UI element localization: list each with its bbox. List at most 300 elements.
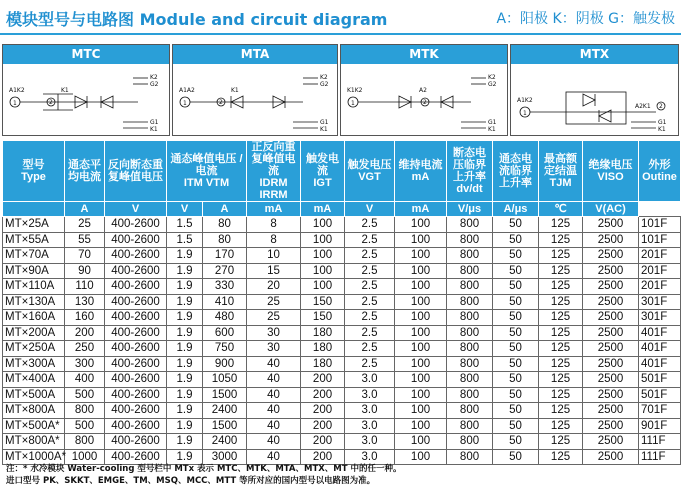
table-cell: 2500	[583, 403, 639, 419]
table-row	[3, 232, 681, 248]
table-cell: 2.5	[345, 263, 395, 279]
unit-cell: V/μs	[447, 202, 493, 217]
table-cell: 800	[447, 294, 493, 310]
type-cell: MT×300A	[3, 356, 65, 372]
table-cell: 200	[301, 418, 345, 434]
footnotes	[6, 463, 402, 487]
table-cell: 1.9	[167, 325, 203, 341]
table-cell: 130	[65, 294, 105, 310]
table-cell: 125	[539, 232, 583, 248]
table-cell: 2.5	[345, 217, 395, 233]
svg-text:K2: K2	[150, 74, 158, 81]
table-cell: 400-2600	[105, 418, 167, 434]
table-cell: 500	[65, 387, 105, 403]
pin-label: A1K2	[9, 87, 25, 94]
circuit-mtc-schematic	[3, 64, 169, 136]
svg-text:K1: K1	[61, 87, 69, 94]
table-cell: 2.5	[345, 279, 395, 295]
svg-text:K1K2: K1K2	[347, 87, 363, 94]
table-cell: 1050	[203, 372, 247, 388]
table-cell: 800	[447, 279, 493, 295]
table-cell: 50	[493, 232, 539, 248]
table-cell: 3.0	[345, 418, 395, 434]
table-cell: 100	[301, 279, 345, 295]
table-cell: 800	[447, 387, 493, 403]
table-cell: 125	[539, 263, 583, 279]
table-cell: 50	[493, 372, 539, 388]
table-cell: 100	[395, 449, 447, 465]
table-cell: 1.9	[167, 341, 203, 357]
table-cell: 2500	[583, 434, 639, 450]
table-cell: 100	[395, 403, 447, 419]
table-cell: 201F	[639, 248, 681, 264]
table-cell: 100	[395, 232, 447, 248]
col-header-vtm: 通态峰值电压 / 电流 ITM VTM	[167, 141, 247, 202]
table-cell: 2500	[583, 449, 639, 465]
table-cell: 400-2600	[105, 403, 167, 419]
table-cell: 125	[539, 341, 583, 357]
table-cell: 1.9	[167, 263, 203, 279]
table-cell: 1.9	[167, 279, 203, 295]
table-cell: 2.5	[345, 356, 395, 372]
table-cell: 2500	[583, 356, 639, 372]
table-cell: 50	[493, 434, 539, 450]
svg-text:2: 2	[659, 103, 663, 110]
table-cell: 2500	[583, 248, 639, 264]
table-cell: 401F	[639, 325, 681, 341]
table-cell: 500	[65, 418, 105, 434]
table-cell: 2400	[203, 403, 247, 419]
table-cell: 501F	[639, 387, 681, 403]
table-cell: 15	[247, 263, 301, 279]
table-cell: 50	[493, 310, 539, 326]
table-cell: 2500	[583, 310, 639, 326]
unit-cell: A	[65, 202, 105, 217]
table-row	[3, 356, 681, 372]
table-row	[3, 294, 681, 310]
table-cell: 2.5	[345, 341, 395, 357]
table-cell: 200	[301, 434, 345, 450]
table-cell: 180	[301, 341, 345, 357]
unit-cell: V(AC)	[583, 202, 639, 217]
type-cell: MT×90A	[3, 263, 65, 279]
table-row	[3, 217, 681, 233]
table-cell: 3.0	[345, 387, 395, 403]
table-cell: 40	[247, 449, 301, 465]
table-cell: 55	[65, 232, 105, 248]
svg-text:K2: K2	[320, 74, 328, 81]
table-cell: 2.5	[345, 248, 395, 264]
table-cell: 400-2600	[105, 310, 167, 326]
table-cell: 750	[203, 341, 247, 357]
table-cell: 100	[395, 356, 447, 372]
table-cell: 1.9	[167, 372, 203, 388]
table-cell: 400-2600	[105, 341, 167, 357]
table-cell: 400-2600	[105, 294, 167, 310]
table-cell: 125	[539, 387, 583, 403]
table-cell: 2500	[583, 372, 639, 388]
table-cell: 25	[65, 217, 105, 233]
table-cell: 400-2600	[105, 449, 167, 465]
table-cell: 150	[301, 294, 345, 310]
table-cell: 50	[493, 263, 539, 279]
svg-text:A1A2: A1A2	[179, 87, 195, 94]
table-cell: 400-2600	[105, 279, 167, 295]
table-cell: 100	[301, 248, 345, 264]
table-cell: 125	[539, 372, 583, 388]
table-cell: 125	[539, 217, 583, 233]
table-cell: 40	[247, 434, 301, 450]
type-cell: MT×800A*	[3, 434, 65, 450]
table-cell: 20	[247, 279, 301, 295]
table-cell: 1.9	[167, 248, 203, 264]
table-cell: 400-2600	[105, 356, 167, 372]
table-row	[3, 418, 681, 434]
table-row	[3, 434, 681, 450]
unit-cell: V	[105, 202, 167, 217]
table-cell: 3.0	[345, 449, 395, 465]
unit-cell: V	[167, 202, 203, 217]
svg-text:2: 2	[49, 99, 53, 106]
unit-cell: A/μs	[493, 202, 539, 217]
table-cell: 800	[447, 403, 493, 419]
table-cell: 301F	[639, 294, 681, 310]
table-cell: 3000	[203, 449, 247, 465]
table-cell: 201F	[639, 279, 681, 295]
table-cell: 50	[493, 356, 539, 372]
table-cell: 125	[539, 449, 583, 465]
table-cell: 111F	[639, 434, 681, 450]
table-cell: 1000	[65, 449, 105, 465]
table-cell: 1.9	[167, 449, 203, 465]
table-cell: 2500	[583, 294, 639, 310]
table-cell: 100	[395, 310, 447, 326]
table-cell: 70	[65, 248, 105, 264]
svg-text:1: 1	[351, 100, 355, 107]
table-cell: 800	[447, 325, 493, 341]
table-cell: 800	[447, 356, 493, 372]
col-header-dvdt: 断态电压临界上升率 dv/dt	[447, 141, 493, 202]
col-header-didt: 通态电流临界上升率	[493, 141, 539, 202]
table-cell: 2.5	[345, 294, 395, 310]
col-header-outline: 外形 Outine	[639, 141, 681, 202]
table-row	[3, 325, 681, 341]
table-cell: 50	[493, 248, 539, 264]
table-cell: 401F	[639, 356, 681, 372]
table-cell: 600	[203, 325, 247, 341]
table-cell: 200	[301, 372, 345, 388]
svg-text:G1: G1	[150, 119, 159, 126]
table-cell: 50	[493, 418, 539, 434]
table-unit-row	[3, 202, 681, 217]
circuit-mtk-schematic	[341, 64, 507, 136]
footnote-2: 进口型号 PK、SKKT、EMGE、TM、MSQ、MCC、MTT 等所对应的国内型号以电路图为准。	[6, 476, 376, 486]
table-cell: 800	[447, 418, 493, 434]
table-cell: 2500	[583, 418, 639, 434]
table-cell: 800	[447, 310, 493, 326]
table-cell: 800	[447, 434, 493, 450]
table-cell: 410	[203, 294, 247, 310]
table-cell: 200	[65, 325, 105, 341]
table-row	[3, 372, 681, 388]
unit-cell: ℃	[539, 202, 583, 217]
table-cell: 400-2600	[105, 434, 167, 450]
table-cell: 80	[203, 232, 247, 248]
table-cell: 800	[65, 434, 105, 450]
col-header-ih: 维持电流 mA	[395, 141, 447, 202]
table-cell: 400-2600	[105, 387, 167, 403]
table-cell: 901F	[639, 418, 681, 434]
col-header-type: 型号 Type	[3, 141, 65, 202]
table-cell: 100	[395, 341, 447, 357]
unit-cell: mA	[395, 202, 447, 217]
table-cell: 250	[65, 341, 105, 357]
unit-cell: V	[345, 202, 395, 217]
table-row	[3, 341, 681, 357]
svg-text:K2: K2	[488, 74, 496, 81]
col-header-viso: 绝缘电压 VISO	[583, 141, 639, 202]
table-cell: 1.9	[167, 356, 203, 372]
table-cell: 125	[539, 325, 583, 341]
table-cell: 125	[539, 434, 583, 450]
table-cell: 100	[395, 279, 447, 295]
svg-text:K1: K1	[488, 126, 496, 133]
table-cell: 50	[493, 449, 539, 465]
title-bar	[0, 0, 681, 35]
unit-cell: A	[203, 202, 247, 217]
circuit-title: MTA	[173, 45, 337, 64]
svg-text:G1: G1	[320, 119, 329, 126]
table-row	[3, 310, 681, 326]
type-cell: MT×110A	[3, 279, 65, 295]
table-cell: 2500	[583, 232, 639, 248]
table-cell: 50	[493, 387, 539, 403]
table-cell: 1500	[203, 387, 247, 403]
table-cell: 25	[247, 294, 301, 310]
table-cell: 125	[539, 248, 583, 264]
table-cell: 3.0	[345, 434, 395, 450]
table-cell: 800	[447, 372, 493, 388]
type-cell: MT×200A	[3, 325, 65, 341]
col-header-itav: 通态平均电流	[65, 141, 105, 202]
svg-text:K1: K1	[658, 126, 666, 133]
table-cell: 800	[447, 217, 493, 233]
table-cell: 400-2600	[105, 372, 167, 388]
table-cell: 100	[395, 217, 447, 233]
table-cell: 2400	[203, 434, 247, 450]
type-cell: MT×250A	[3, 341, 65, 357]
table-cell: 100	[395, 434, 447, 450]
table-cell: 100	[395, 294, 447, 310]
circuit-title: MTC	[3, 45, 169, 64]
table-cell: 200	[301, 449, 345, 465]
type-cell: MT×130A	[3, 294, 65, 310]
type-cell: MT×800A	[3, 403, 65, 419]
table-cell: 400-2600	[105, 325, 167, 341]
table-cell: 1.5	[167, 217, 203, 233]
table-cell: 800	[447, 232, 493, 248]
table-cell: 80	[203, 217, 247, 233]
table-cell: 50	[493, 325, 539, 341]
svg-text:K1: K1	[150, 126, 158, 133]
table-cell: 110	[65, 279, 105, 295]
table-cell: 800	[447, 248, 493, 264]
table-cell: 800	[447, 263, 493, 279]
table-cell: 30	[247, 325, 301, 341]
table-cell: 125	[539, 418, 583, 434]
type-cell: MT×70A	[3, 248, 65, 264]
table-cell: 50	[493, 279, 539, 295]
svg-text:1: 1	[523, 110, 527, 117]
thyristor-icon	[583, 94, 595, 106]
type-cell: MT×500A*	[3, 418, 65, 434]
table-cell: 900	[203, 356, 247, 372]
table-cell: 125	[539, 403, 583, 419]
table-cell: 2500	[583, 263, 639, 279]
table-cell: 50	[493, 341, 539, 357]
page-title: 模块型号与电路图 Module and circuit diagram	[6, 10, 388, 29]
svg-text:A2: A2	[419, 87, 427, 94]
pin-legend: A：阳极 K：阴极 G：触发极	[496, 11, 675, 27]
col-header-vgt: 触发电压 VGT	[345, 141, 395, 202]
table-row	[3, 263, 681, 279]
table-cell: 400-2600	[105, 263, 167, 279]
table-cell: 125	[539, 356, 583, 372]
table-cell: 400	[65, 372, 105, 388]
table-cell: 2500	[583, 325, 639, 341]
table-cell: 3.0	[345, 403, 395, 419]
type-cell: MT×25A	[3, 217, 65, 233]
svg-text:A2K1: A2K1	[635, 103, 651, 110]
unit-cell: mA	[247, 202, 301, 217]
table-cell: 30	[247, 341, 301, 357]
circuit-mtk	[340, 44, 508, 136]
svg-text:A1K2: A1K2	[517, 97, 533, 104]
table-cell: 40	[247, 418, 301, 434]
svg-text:G2: G2	[150, 81, 159, 88]
table-cell: 800	[65, 403, 105, 419]
table-cell: 301F	[639, 310, 681, 326]
circuit-mtx	[510, 44, 679, 136]
table-body	[3, 217, 681, 465]
table-cell: 25	[247, 310, 301, 326]
col-header-igt: 触发电流 IGT	[301, 141, 345, 202]
table-cell: 501F	[639, 372, 681, 388]
table-cell: 10	[247, 248, 301, 264]
table-cell: 125	[539, 279, 583, 295]
table-cell: 2.5	[345, 310, 395, 326]
table-cell: 100	[395, 418, 447, 434]
unit-cell-blank	[3, 202, 65, 217]
table-cell: 100	[395, 387, 447, 403]
table-cell: 180	[301, 356, 345, 372]
type-cell: MT×400A	[3, 372, 65, 388]
table-cell: 100	[301, 232, 345, 248]
spec-table	[2, 140, 681, 465]
table-cell: 2500	[583, 217, 639, 233]
table-cell: 101F	[639, 232, 681, 248]
table-cell: 40	[247, 387, 301, 403]
circuit-mta-schematic	[173, 64, 337, 136]
table-cell: 100	[395, 372, 447, 388]
circuit-title: MTX	[511, 45, 678, 64]
table-row	[3, 279, 681, 295]
table-cell: 100	[301, 217, 345, 233]
table-cell: 800	[447, 341, 493, 357]
table-row	[3, 403, 681, 419]
table-cell: 101F	[639, 217, 681, 233]
table-cell: 150	[301, 310, 345, 326]
table-cell: 2.5	[345, 325, 395, 341]
col-header-irrm: 正反向重复峰值电流 IDRM IRRM	[247, 141, 301, 202]
table-cell: 1.5	[167, 232, 203, 248]
table-cell: 201F	[639, 263, 681, 279]
table-cell: 1.9	[167, 310, 203, 326]
table-cell: 8	[247, 232, 301, 248]
table-cell: 300	[65, 356, 105, 372]
table-cell: 50	[493, 217, 539, 233]
table-cell: 1500	[203, 418, 247, 434]
table-cell: 100	[395, 248, 447, 264]
circuit-title: MTK	[341, 45, 507, 64]
svg-text:1: 1	[183, 100, 187, 107]
table-cell: 8	[247, 217, 301, 233]
table-cell: 40	[247, 372, 301, 388]
circuit-mtx-schematic	[511, 64, 678, 136]
table-cell: 1.9	[167, 418, 203, 434]
type-cell: MT×55A	[3, 232, 65, 248]
table-cell: 111F	[639, 449, 681, 465]
svg-text:1: 1	[13, 100, 17, 107]
table-cell: 1.9	[167, 403, 203, 419]
unit-cell: mA	[301, 202, 345, 217]
table-cell: 330	[203, 279, 247, 295]
table-cell: 1.9	[167, 387, 203, 403]
table-cell: 2500	[583, 279, 639, 295]
circuit-mta	[172, 44, 338, 136]
svg-text:2: 2	[219, 99, 223, 106]
table-cell: 480	[203, 310, 247, 326]
table-cell: 1.9	[167, 434, 203, 450]
table-cell: 50	[493, 403, 539, 419]
svg-text:K1: K1	[320, 126, 328, 133]
svg-text:G1: G1	[488, 119, 497, 126]
table-cell: 160	[65, 310, 105, 326]
circuit-diagrams	[0, 44, 681, 136]
table-cell: 2500	[583, 387, 639, 403]
table-cell: 3.0	[345, 372, 395, 388]
table-cell: 100	[301, 263, 345, 279]
table-cell: 100	[395, 263, 447, 279]
table-cell: 400-2600	[105, 217, 167, 233]
col-header-vrrm: 反向断态重复峰值电压	[105, 141, 167, 202]
table-cell: 400-2600	[105, 232, 167, 248]
footnote-1: 注：* 水冷模块 Water-cooling 型号栏中 MTx 表示 MTC、MTK、MTA、MTX、MT 中的任一种。	[6, 464, 402, 474]
type-cell: MT×160A	[3, 310, 65, 326]
table-cell: 2.5	[345, 232, 395, 248]
table-cell: 100	[395, 325, 447, 341]
table-cell: 170	[203, 248, 247, 264]
table-row	[3, 387, 681, 403]
table-cell: 200	[301, 387, 345, 403]
table-cell: 50	[493, 294, 539, 310]
svg-text:G1: G1	[658, 119, 667, 126]
table-row	[3, 248, 681, 264]
svg-text:G2: G2	[488, 81, 497, 88]
table-cell: 800	[447, 449, 493, 465]
table-cell: 90	[65, 263, 105, 279]
table-cell: 701F	[639, 403, 681, 419]
